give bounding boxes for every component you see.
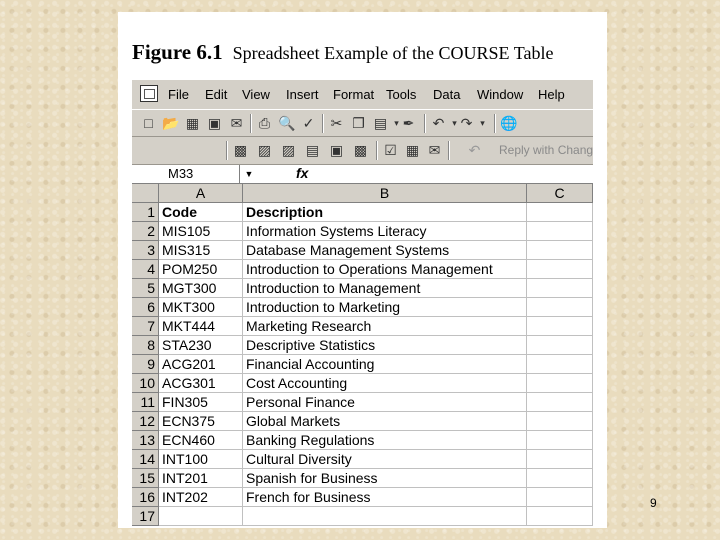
cell-description[interactable]: Cost Accounting: [243, 374, 527, 393]
cell-code[interactable]: ACG201: [159, 355, 243, 374]
cell-description[interactable]: Financial Accounting: [243, 355, 527, 374]
table-row: [132, 393, 593, 412]
figure-title: [132, 40, 553, 65]
cell-empty[interactable]: [527, 412, 593, 431]
cell-code[interactable]: POM250: [159, 260, 243, 279]
row-header[interactable]: 11: [132, 393, 159, 412]
paste-dropdown-icon[interactable]: ▾: [394, 118, 399, 128]
previous-comment-icon[interactable]: ▨: [257, 142, 272, 158]
cell-description[interactable]: Descriptive Statistics: [243, 336, 527, 355]
figure-card: [118, 12, 607, 528]
standard-toolbar: [132, 109, 593, 137]
save-icon[interactable]: ▦: [185, 115, 200, 131]
cell-code[interactable]: MIS105: [159, 222, 243, 241]
column-header-a[interactable]: A: [159, 184, 243, 203]
worksheet-grid: [132, 184, 593, 528]
table-row: [132, 241, 593, 260]
menu-tools[interactable]: Tools: [386, 87, 417, 102]
cell-empty[interactable]: [527, 393, 593, 412]
redo-dropdown-icon[interactable]: ▾: [480, 118, 485, 128]
spelling-icon[interactable]: ✓: [302, 115, 315, 131]
name-box[interactable]: [132, 165, 240, 183]
table-row: [132, 374, 593, 393]
cell-empty[interactable]: [527, 355, 593, 374]
show-all-comments-icon[interactable]: ▣: [329, 142, 344, 158]
table-row: [132, 469, 593, 488]
menu-insert[interactable]: Insert: [286, 87, 319, 102]
paste-icon[interactable]: ▤: [373, 115, 388, 131]
hyperlink-icon[interactable]: 🌐: [500, 115, 518, 131]
row-header[interactable]: 3: [132, 241, 159, 260]
row-header[interactable]: 1: [132, 203, 159, 222]
cell-empty[interactable]: [527, 450, 593, 469]
cell-empty[interactable]: [527, 488, 593, 507]
cell-code[interactable]: [159, 507, 243, 526]
create-task-icon[interactable]: ☑: [384, 142, 397, 158]
table-row: [132, 412, 593, 431]
cell-code[interactable]: FIN305: [159, 393, 243, 412]
table-row: [132, 203, 593, 222]
cell-description[interactable]: Introduction to Operations Management: [243, 260, 527, 279]
row-header[interactable]: 7: [132, 317, 159, 336]
row-header[interactable]: 15: [132, 469, 159, 488]
cell-empty[interactable]: [527, 469, 593, 488]
table-row: [132, 355, 593, 374]
cell-empty[interactable]: [527, 279, 593, 298]
cell-empty[interactable]: [527, 222, 593, 241]
cell-code[interactable]: MKT444: [159, 317, 243, 336]
cell-code[interactable]: INT100: [159, 450, 243, 469]
menu-data[interactable]: Data: [433, 87, 461, 102]
insert-function-icon[interactable]: fx: [296, 165, 309, 181]
workbook-icon[interactable]: [140, 85, 158, 102]
table-row: [132, 336, 593, 355]
cell-description[interactable]: Personal Finance: [243, 393, 527, 412]
excel-window: [132, 80, 593, 528]
table-row: [132, 222, 593, 241]
toolbar-separator: [424, 114, 426, 133]
reply-with-changes-icon: ↶: [468, 142, 481, 158]
toolbar-separator: [250, 114, 252, 133]
row-header[interactable]: 17: [132, 507, 159, 526]
cell-code[interactable]: ACG301: [159, 374, 243, 393]
cell-description[interactable]: [243, 507, 527, 526]
format-painter-icon[interactable]: ✒: [402, 115, 415, 131]
menu-help[interactable]: Help: [538, 87, 565, 102]
row-header[interactable]: 9: [132, 355, 159, 374]
cut-icon[interactable]: ✂: [330, 115, 343, 131]
select-all-corner[interactable]: [132, 184, 159, 203]
slide-page-number: 9: [650, 496, 657, 510]
row-header[interactable]: 10: [132, 374, 159, 393]
cell-description[interactable]: Introduction to Marketing: [243, 298, 527, 317]
toolbar-separator: [494, 114, 496, 133]
cell-code[interactable]: Code: [159, 203, 243, 222]
figure-caption: Spreadsheet Example of the COURSE Table: [232, 43, 554, 63]
cell-description[interactable]: Spanish for Business: [243, 469, 527, 488]
cell-description[interactable]: French for Business: [243, 488, 527, 507]
show-comment-icon[interactable]: ▤: [305, 142, 320, 158]
new-comment-icon[interactable]: ▩: [233, 142, 248, 158]
cell-description[interactable]: Cultural Diversity: [243, 450, 527, 469]
new-document-icon[interactable]: □: [144, 115, 153, 131]
row-header[interactable]: 12: [132, 412, 159, 431]
menu-window[interactable]: Window: [477, 87, 524, 102]
cell-empty[interactable]: [527, 203, 593, 222]
cell-empty[interactable]: [527, 374, 593, 393]
cell-code[interactable]: INT202: [159, 488, 243, 507]
menu-file[interactable]: File: [168, 87, 189, 102]
cell-description[interactable]: Banking Regulations: [243, 431, 527, 450]
cell-code[interactable]: MIS315: [159, 241, 243, 260]
print-icon[interactable]: ⎙: [258, 115, 271, 131]
table-row: [132, 279, 593, 298]
menu-view[interactable]: View: [242, 87, 270, 102]
cell-description[interactable]: Global Markets: [243, 412, 527, 431]
name-box-value: M33: [168, 166, 194, 181]
name-box-dropdown-icon[interactable]: ▼: [244, 169, 254, 179]
cell-description[interactable]: Information Systems Literacy: [243, 222, 527, 241]
toolbar-separator: [448, 141, 450, 160]
cell-code[interactable]: MGT300: [159, 279, 243, 298]
menu-bar: [132, 80, 593, 108]
table-row: [132, 431, 593, 450]
row-header[interactable]: 2: [132, 222, 159, 241]
cell-code[interactable]: STA230: [159, 336, 243, 355]
cell-empty[interactable]: [527, 507, 593, 526]
cell-code[interactable]: ECN375: [159, 412, 243, 431]
update-file-icon[interactable]: ▦: [405, 142, 420, 158]
cell-empty[interactable]: [527, 260, 593, 279]
table-row: [132, 298, 593, 317]
reply-with-changes-label: Reply with Chang: [499, 143, 593, 157]
send-to-recipient-icon[interactable]: ✉: [428, 142, 441, 158]
cell-empty[interactable]: [527, 431, 593, 450]
figure-number: Figure 6.1: [132, 40, 223, 64]
menu-format[interactable]: Format: [333, 87, 375, 102]
cell-description[interactable]: Description: [243, 203, 527, 222]
undo-icon[interactable]: ↶: [432, 115, 445, 131]
menu-edit[interactable]: Edit: [205, 87, 228, 102]
table-row: [132, 260, 593, 279]
copy-icon[interactable]: ❐: [352, 115, 365, 131]
row-header[interactable]: 5: [132, 279, 159, 298]
next-comment-icon[interactable]: ▨: [281, 142, 296, 158]
row-header[interactable]: 6: [132, 298, 159, 317]
cell-code[interactable]: MKT300: [159, 298, 243, 317]
cell-code[interactable]: ECN460: [159, 431, 243, 450]
table-row: [132, 317, 593, 336]
row-header[interactable]: 8: [132, 336, 159, 355]
cell-code[interactable]: INT201: [159, 469, 243, 488]
column-header-c[interactable]: C: [527, 184, 593, 203]
row-header[interactable]: 14: [132, 450, 159, 469]
cell-empty[interactable]: [527, 241, 593, 260]
email-icon[interactable]: ✉: [230, 115, 243, 131]
reviewing-toolbar: [132, 137, 593, 165]
column-header-b[interactable]: B: [243, 184, 527, 203]
open-folder-icon[interactable]: 📂: [162, 115, 180, 131]
cell-description[interactable]: Marketing Research: [243, 317, 527, 336]
row-header[interactable]: 4: [132, 260, 159, 279]
print-preview-icon[interactable]: 🔍: [278, 115, 296, 131]
row-header[interactable]: 13: [132, 431, 159, 450]
cell-empty[interactable]: [527, 298, 593, 317]
undo-dropdown-icon[interactable]: ▾: [452, 118, 457, 128]
row-header[interactable]: 16: [132, 488, 159, 507]
cell-description[interactable]: Introduction to Management: [243, 279, 527, 298]
toolbar-separator: [376, 141, 378, 160]
table-row: [132, 450, 593, 469]
toolbar-separator: [226, 141, 228, 160]
table-row: [132, 507, 593, 526]
cell-empty[interactable]: [527, 336, 593, 355]
delete-comment-icon[interactable]: ▩: [353, 142, 368, 158]
formula-bar: [132, 165, 593, 184]
toolbar-separator: [322, 114, 324, 133]
table-row: [132, 488, 593, 507]
cell-description[interactable]: Database Management Systems: [243, 241, 527, 260]
redo-icon[interactable]: ↷: [460, 115, 473, 131]
permission-icon[interactable]: ▣: [207, 115, 222, 131]
cell-empty[interactable]: [527, 317, 593, 336]
